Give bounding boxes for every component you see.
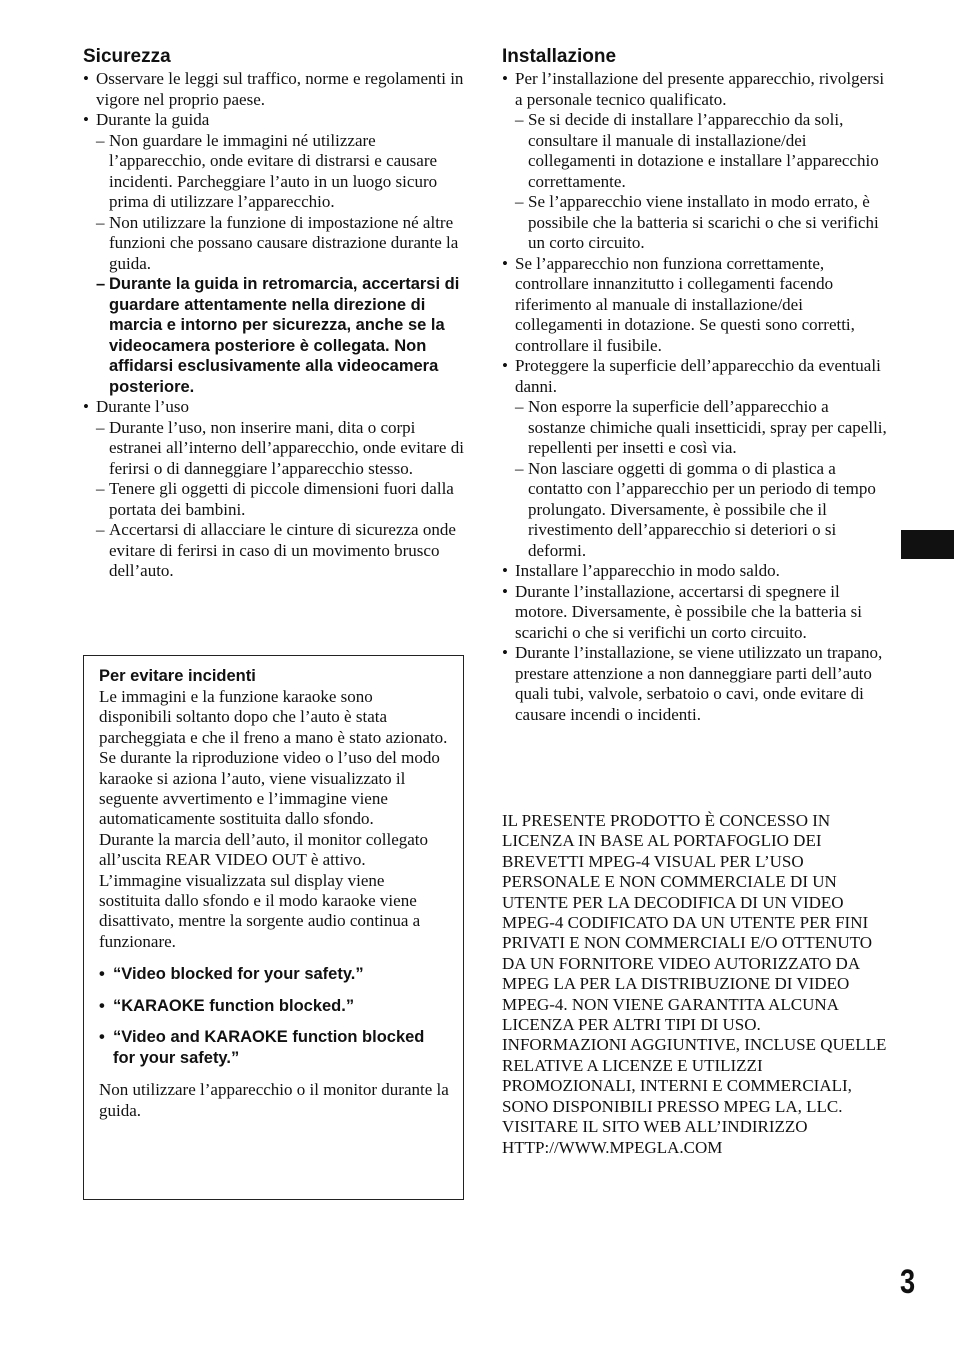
list-item: • Osservare le leggi sul traffico, norme e regolamenti in vigore nel proprio paese. [83,69,465,110]
sub-list-item: – Tenere gli oggetti di piccole dimensioni fuori dalla portata dei bambini. [83,479,465,520]
sub-list-item: – Non lasciare oggetti di gomma o di plastica a contatto con l’apparecchio per un periodo di tempo prolungato. Diversamente, è possibile che il rivestimento dell’apparecchio si deteriori o si deformi. [502,459,887,562]
warning-message: • “KARAOKE function blocked.” [99,996,449,1017]
sub-list-item: – Accertarsi di allacciare le cinture di sicurezza onde evitare di ferirsi in caso di un movimento brusco dell’auto. [83,520,465,582]
mpeg4-license-notice: IL PRESENTE PRODOTTO È CONCESSO IN LICENZA IN BASE AL PORTAFOGLIO DEI BREVETTI MPEG-4 VISUAL PER L’USO PERSONALE E NON COMMERCIALE DI UN UTENTE PER LA DECODIFICA DI UN VIDEO MPEG-4 CODIFICATO DA UN UTENTE PER FINI PRIVATI E NON COMMERCIALI E/O OTTENUTO DA UN FORNITORE VIDEO AUTORIZZATO DA MPEG LA PER LA DISTRIBUZIONE DI VIDEO MPEG-4. NON VIENE GARANTITA ALCUNA LICENZA PER ALTRI TIPI DI USO. INFORMAZIONI AGGIUNTIVE, INCLUSE QUELLE RELATIVE A LICENZE E UTILIZZI PROMOZIONALI, INTERNI E COMMERCIALI, SONO DISPONIBILI PRESSO MPEG LA, LLC. VISITARE IL SITO WEB ALL’INDIRIZZO HTTP://WWW.MPEGLA.COM [502,811,887,1157]
note-final: Non utilizzare l’apparecchio o il monitor durante la guida. [99,1080,449,1120]
sub-list-item: – Durante l’uso, non inserire mani, dita o corpi estranei all’interno dell’apparecchio, onde evitare di ferirsi o di danneggiare l’apparecchio stesso. [83,418,465,480]
note-paragraph: Le immagini e la funzione karaoke sono disponibili soltanto dopo che l’auto è stata parcheggiata e che il freno a mano è stato azionato. [99,687,448,747]
list-item: • Se l’apparecchio non funziona correttamente, controllare innanzitutto i collegamenti facendo riferimento al manuale di installazione/dei collegamenti in dotazione. Se questi sono corretti, controllare il fusibile. [502,254,887,357]
page-edge-tab [901,530,954,559]
warning-message: • “Video and KARAOKE function blocked for your safety.” [99,1027,449,1068]
sub-list-item: – Non guardare le immagini né utilizzare l’apparecchio, onde evitare di distrarsi e causare incidenti. Parcheggiare l’auto in un luogo sicuro prima di utilizzare l’apparecchio. [83,131,465,213]
list-item: • Installare l’apparecchio in modo saldo. [502,561,887,582]
list-item: • Proteggere la superficie dell’apparecchio da eventuali danni. [502,356,887,397]
note-paragraph: L’immagine visualizzata sul display viene sostituita dallo sfondo e il modo karaoke viene disattivato, mentre la sorgente audio continua a funzionare. [99,870,421,951]
list-item: • Durante l’uso [83,397,465,418]
note-paragraph: Durante la marcia dell’auto, il monitor collegato all’uscita REAR VIDEO OUT è attivo. [99,829,429,870]
note-paragraph: Se durante la riproduzione video o l’uso del modo karaoke si aziona l’auto, viene visualizzato il seguente avvertimento e l’immagine viene automaticamente sostituita dallo sfondo. [99,748,440,829]
warning-message: • “Video blocked for your safety.” [99,964,449,985]
sub-list-item: – Non utilizzare la funzione di impostazione né altre funzioni che possano causare distrazione durante la guida. [83,213,465,275]
section-title: Sicurezza [83,46,171,67]
list-item: • Per l’installazione del presente apparecchio, rivolgersi a personale tecnico qualificato. [502,69,887,110]
note-box-accident-prevention [83,655,464,1200]
list-item: • Durante l’installazione, accertarsi di spegnere il motore. Diversamente, è possibile che la batteria si scarichi o che si verifichi un corto circuito. [502,582,887,644]
page-number: 3 [900,1263,916,1301]
list-item: • Durante la guida [83,110,465,131]
sub-list-item: – Non esporre la superficie dell’apparecchio a sostanze chimiche quali insetticidi, spray per capelli, repellenti per insetti e così via. [502,397,887,459]
section-installazione [502,46,887,725]
sub-list-item-warning: – Durante la guida in retromarcia, accertarsi di guardare attentamente nella direzione di marcia e intorno per sicurezza, anche se la videocamera posteriore è collegata. Non affidarsi esclusivamente alla videocamera posteriore. [83,274,465,397]
note-title: Per evitare incidenti [99,667,256,685]
sub-list-item: – Se l’apparecchio viene installato in modo errato, è possibile che la batteria si scarichi o che si verifichi un corto circuito. [502,192,887,254]
sub-list-item: – Se si decide di installare l’apparecchio da soli, consultare il manuale di installazione/dei collegamenti in dotazione e installare l’apparecchio correttamente. [502,110,887,192]
list-item: • Durante l’installazione, se viene utilizzato un trapano, prestare attenzione a non danneggiare parti dell’auto quali tubi, valvole, serbatoio o cavi, onde evitare di causare incendi o incidenti. [502,643,887,725]
section-title: Installazione [502,46,617,67]
section-sicurezza [83,46,465,582]
